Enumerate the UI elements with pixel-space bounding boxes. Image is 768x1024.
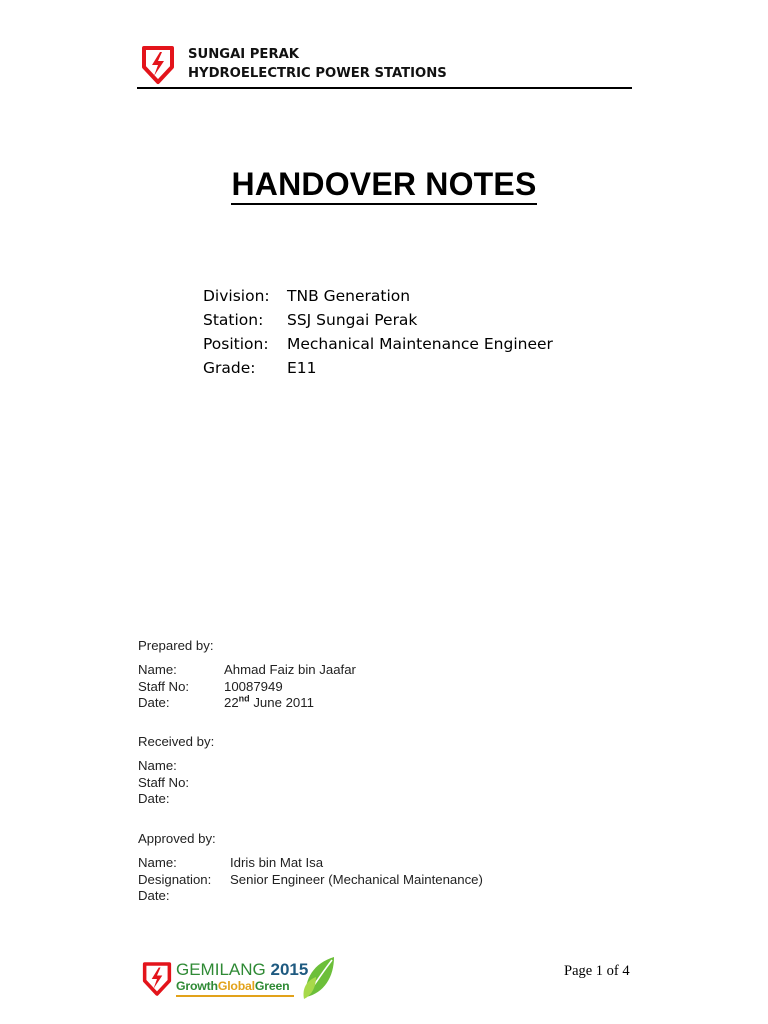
approved-name: Idris bin Mat Isa bbox=[230, 854, 324, 870]
info-row-station bbox=[203, 308, 553, 332]
document-title bbox=[0, 166, 768, 203]
tnb-footer-logo-icon bbox=[142, 961, 172, 997]
info-value: SSJ Sungai Perak bbox=[287, 311, 418, 329]
organization-name bbox=[188, 45, 447, 83]
field-label: Name: bbox=[138, 661, 177, 677]
brand-line bbox=[176, 960, 308, 980]
page-number: Page 1 of 4 bbox=[564, 963, 630, 979]
prepared-date bbox=[224, 695, 314, 710]
leaf-icon bbox=[300, 955, 338, 1001]
tagline-growth: Growth bbox=[176, 979, 218, 993]
info-value: E11 bbox=[287, 359, 317, 377]
received-by-section bbox=[138, 733, 214, 807]
org-line-1: SUNGAI PERAK bbox=[188, 47, 300, 62]
info-label: Division: bbox=[203, 287, 270, 305]
prepared-staff-row bbox=[138, 678, 356, 695]
section-heading: Approved by: bbox=[138, 830, 216, 846]
brand-name: GEMILANG bbox=[176, 960, 266, 979]
field-label: Designation: bbox=[138, 871, 212, 887]
info-label: Position: bbox=[203, 335, 269, 353]
info-block bbox=[203, 284, 553, 380]
approved-name-row bbox=[138, 854, 483, 871]
approved-designation-row bbox=[138, 871, 483, 888]
prepared-name-row bbox=[138, 661, 356, 678]
info-label: Grade: bbox=[203, 359, 256, 377]
info-value: Mechanical Maintenance Engineer bbox=[287, 335, 553, 353]
approved-designation: Senior Engineer (Mechanical Maintenance) bbox=[230, 871, 483, 887]
header-divider bbox=[137, 87, 632, 89]
info-row-division bbox=[203, 284, 553, 308]
field-label: Staff No: bbox=[138, 678, 190, 694]
received-name-row: Name: bbox=[138, 757, 177, 773]
prepared-date-row bbox=[138, 694, 356, 711]
org-line-2: HYDROELECTRIC POWER STATIONS bbox=[188, 66, 447, 81]
date-day: 22 bbox=[224, 695, 239, 711]
section-heading: Received by: bbox=[138, 733, 215, 749]
approved-date-row: Date: bbox=[138, 888, 170, 904]
approved-by-section bbox=[138, 830, 483, 904]
title-text: HANDOVER NOTES bbox=[231, 166, 536, 205]
prepared-staff-no: 10087949 bbox=[224, 678, 283, 694]
brand-year: 2015 bbox=[270, 960, 309, 979]
date-ordinal: nd bbox=[238, 693, 250, 704]
field-label: Date: bbox=[138, 695, 170, 711]
field-label: Name: bbox=[138, 854, 177, 870]
received-date-row: Date: bbox=[138, 791, 170, 807]
tagline-green: Green bbox=[254, 979, 290, 993]
brand-tagline bbox=[176, 979, 308, 993]
prepared-name: Ahmad Faiz bin Jaafar bbox=[224, 661, 356, 677]
gemilang-brand bbox=[176, 960, 308, 993]
date-rest: June 2011 bbox=[249, 695, 314, 711]
tnb-logo-icon bbox=[141, 45, 175, 85]
brand-underline bbox=[176, 995, 294, 997]
tagline-global: Global bbox=[217, 979, 255, 993]
info-row-grade bbox=[203, 356, 553, 380]
info-label: Station: bbox=[203, 311, 264, 329]
section-heading: Prepared by: bbox=[138, 637, 214, 653]
received-staff-row: Staff No: bbox=[138, 774, 190, 790]
info-row-position bbox=[203, 332, 553, 356]
info-value: TNB Generation bbox=[287, 287, 411, 305]
prepared-by-section bbox=[138, 637, 356, 711]
